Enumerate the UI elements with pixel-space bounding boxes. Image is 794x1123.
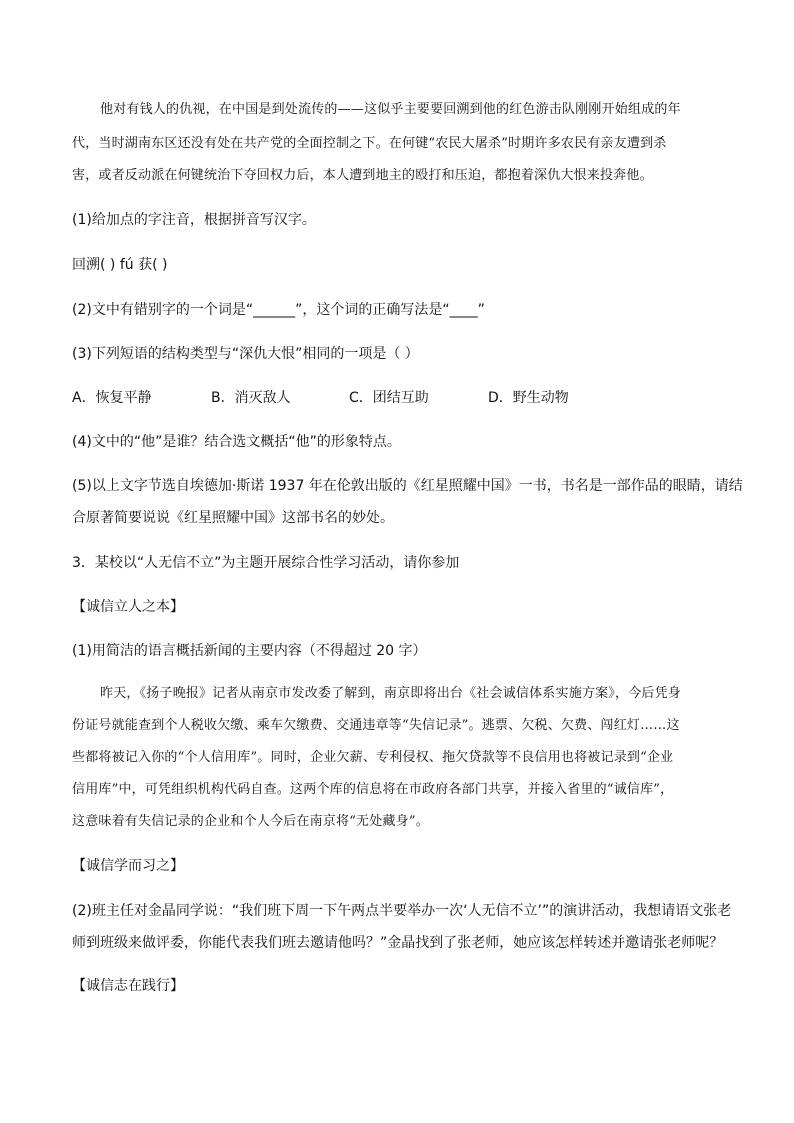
option-b: B．消灭敌人 — [211, 390, 291, 406]
question-5-line-1: (5)以上文字节选自埃德加·斯诺 1937 年在伦敦出版的《红星照耀中国》一书，书名是一部作品的眼睛，请结 — [72, 478, 743, 494]
section-3-question-1: (1)用简洁的语言概括新闻的主要内容（不得超过 20 字） — [72, 643, 427, 659]
passage1-line-2: 代，当时湖南东区还没有处在共产党的全面控制之下。在何键“农民大屠杀”时期许多农民有亲友遭到杀 — [72, 136, 667, 151]
option-a: A．恢复平静 — [72, 390, 152, 406]
heading-integrity-practice: 【诚信志在践行】 — [72, 978, 184, 994]
heading-integrity-learning: 【诚信学而习之】 — [72, 858, 184, 874]
section-3-title: 3．某校以“人无信不立”为主题开展综合性学习活动，请你参加 — [72, 555, 460, 571]
option-c: C．团结互助 — [349, 390, 429, 406]
heading-integrity-foundation: 【诚信立人之本】 — [72, 599, 184, 615]
passage2-line-5: 这意味着有失信记录的企业和个人今后在南京将“无处藏身”。 — [72, 814, 429, 829]
passage2-line-4: 信用库”中，可凭组织机构代码自查。这两个库的信息将在市政府各部门共享，并接入省里的“诚信库”， — [72, 782, 674, 797]
passage2-line-3: 些都将被记入你的“个人信用库”。同时，企业欠薪、专利侵权、拖欠贷款等不良信用也将被记录到“企业 — [72, 750, 674, 765]
question-4: (4)文中的“他”是谁？结合选文概括“他”的形象特点。 — [72, 434, 401, 450]
passage2-line-2: 份证号就能查到个人税收欠缴、乘车欠缴费、交通违章等“失信记录”。逃票、欠税、欠费、闯红灯……这 — [72, 718, 680, 733]
question-5-line-2: 合原著简要说说《红星照耀中国》这部书名的妙处。 — [72, 510, 394, 526]
question-3: (3)下列短语的结构类型与“深仇大恨”相同的一项是（ ） — [72, 346, 419, 362]
question-1-items: 回溯( ) fú 获( ) — [72, 257, 168, 273]
passage1-line-1: 他对有钱人的仇视，在中国是到处流传的——这似乎主要要回溯到他的红色游击队刚刚开始组成的年 — [100, 102, 681, 117]
question-2: (2)文中有错别字的一个词是“______”，这个词的正确写法是“____” — [72, 302, 485, 318]
passage2-line-1: 昨天，《扬子晚报》记者从南京市发改委了解到，南京即将出台《社会诚信体系实施方案》，今后凭身 — [100, 686, 682, 701]
passage1-line-3: 害，或者反动派在何键统治下夺回权力后，本人遭到地主的殴打和压迫，都抱着深仇大恨来投奔他。 — [72, 168, 653, 183]
section-3-question-2-line-1: (2)班主任对金晶同学说：“我们班下周一下午两点半要举办一次‘人无信不立’”的演讲活动，我想请语文张老 — [72, 903, 732, 919]
question-1: (1)给加点的字注音，根据拼音写汉字。 — [72, 212, 316, 228]
section-3-question-2-line-2: 师到班级来做评委，你能代表我们班去邀请他吗？”金晶找到了张老师，她应该怎样转述并邀请张老师呢？ — [72, 935, 724, 951]
option-d: D．野生动物 — [488, 390, 569, 406]
